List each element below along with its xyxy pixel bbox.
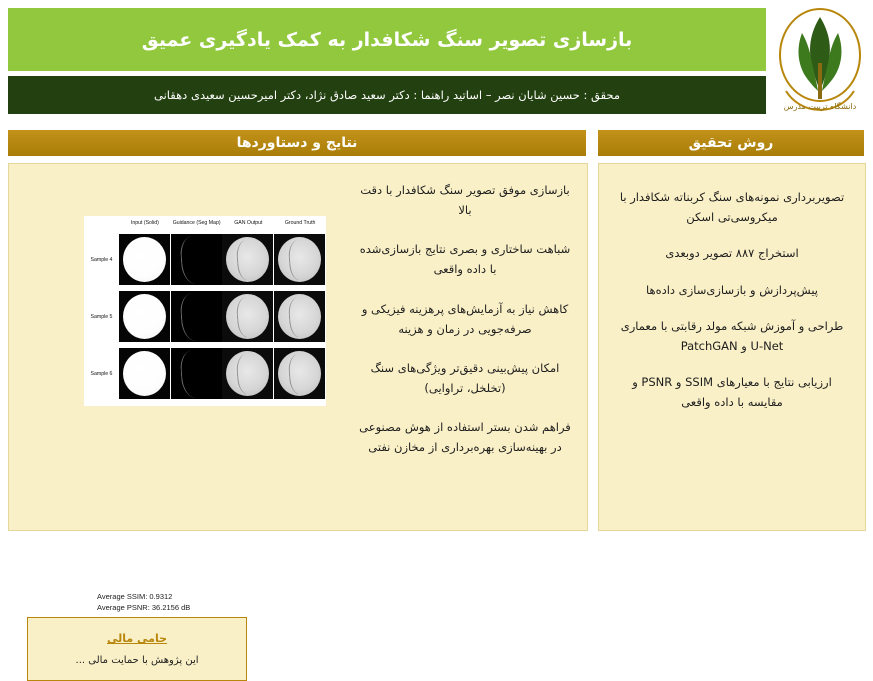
figure-cell-input: [119, 234, 170, 285]
figure-cell-input: [119, 348, 170, 399]
figure-row-label: Sample 6: [90, 370, 113, 377]
poster-header: [0, 0, 873, 124]
list-item: تصویربرداری نمونه‌های سنگ کربناته شکافدار با میکروسی‌تی اسکن: [619, 190, 845, 224]
figure-cell-gan-output: [222, 348, 273, 399]
figure-column-label: Guidance (Seg Map): [172, 220, 221, 226]
method-item-list: [609, 188, 855, 429]
page-title: بازسازی تصویر سنگ شکافدار به کمک یادگیری عمیق: [141, 28, 633, 51]
metric-average-psnr: Average PSNR: 36.2156 dB: [97, 603, 191, 613]
figure-cell-guidance: [171, 234, 222, 285]
list-item: بازسازی موفق تصویر سنگ شکافدار با دقت بالا: [360, 183, 570, 218]
sponsor-box: [27, 617, 247, 681]
list-item: امکان پیش‌بینی دقیق‌تر ویژگی‌های سنگ (تخلخل، تراوایی): [370, 360, 560, 395]
figure-row: [84, 345, 326, 402]
list-item: کاهش نیاز به آزمایش‌های پرهزینه فیزیکی و صرفه‌جویی در زمان و هزینه: [361, 301, 569, 336]
university-logo-icon: [772, 3, 868, 119]
list-item: طراحی و آموزش شبکه مولد رقابتی با معماری U-Net و PatchGAN: [620, 319, 844, 353]
results-bullet-list: [354, 180, 576, 476]
figure-column-label: Input (Solid): [130, 220, 159, 226]
list-item: فراهم شدن بستر استفاده از هوش مصنوعی در بهینه‌سازی بهره‌برداری از مخازن نفتی: [359, 420, 571, 455]
figure-cell-gan-output: [222, 234, 273, 285]
figure-cell-guidance: [171, 348, 222, 399]
list-item: پیش‌پردازش و بازسازی‌سازی داده‌ها: [646, 282, 818, 297]
metric-average-ssim: Average SSIM: 0.9312: [97, 592, 173, 601]
university-logo: [770, 2, 870, 120]
results-section-title: نتایج و دستاوردها: [236, 135, 358, 151]
list-item: استخراج ۸۸۷ تصویر دوبعدی: [665, 246, 799, 261]
sponsor-title: حامی مالی: [106, 632, 168, 645]
figure-row: [84, 288, 326, 345]
sponsor-text: این پژوهش با حمایت مالی ...: [75, 655, 199, 666]
figure-cell-input: [119, 291, 170, 342]
method-section-header: [598, 130, 864, 156]
results-figure: [84, 216, 326, 406]
figure-cell-ground-truth: [274, 234, 325, 285]
authors-line: محقق : حسین شایان نصر – اساتید راهنما : دکتر سعید صادق نژاد، دکتر امیرحسین سعیدی دهقانی: [154, 88, 621, 102]
list-item: ارزیابی نتایج با معیارهای SSIM و PSNR و مقایسه با داده واقعی: [632, 375, 832, 409]
list-item: شباهت ساختاری و بصری نتایج بازسازی‌شده با داده واقعی: [359, 242, 571, 277]
results-section-header: [8, 130, 586, 156]
metrics-block: [97, 591, 317, 614]
method-panel: [598, 163, 866, 531]
figure-row: [84, 231, 326, 288]
logo-caption: دانشگاه تربیت مدرس: [783, 102, 857, 111]
poster-authors-bar: [8, 76, 766, 114]
figure-column-label: Ground Truth: [284, 220, 316, 226]
method-section-title: روش تحقیق: [688, 135, 774, 151]
figure-row-label: Sample 5: [90, 313, 113, 320]
figure-cell-gan-output: [222, 291, 273, 342]
figure-column-label: GAN Output: [234, 220, 263, 226]
figure-image-grid: [84, 231, 326, 403]
figure-column-labels: [119, 216, 326, 232]
figure-cell-ground-truth: [274, 348, 325, 399]
results-panel: [8, 163, 588, 666]
figure-row-label: Sample 4: [90, 256, 113, 263]
figure-cell-ground-truth: [274, 291, 325, 342]
poster-title-bar: [8, 8, 766, 71]
figure-cell-guidance: [171, 291, 222, 342]
